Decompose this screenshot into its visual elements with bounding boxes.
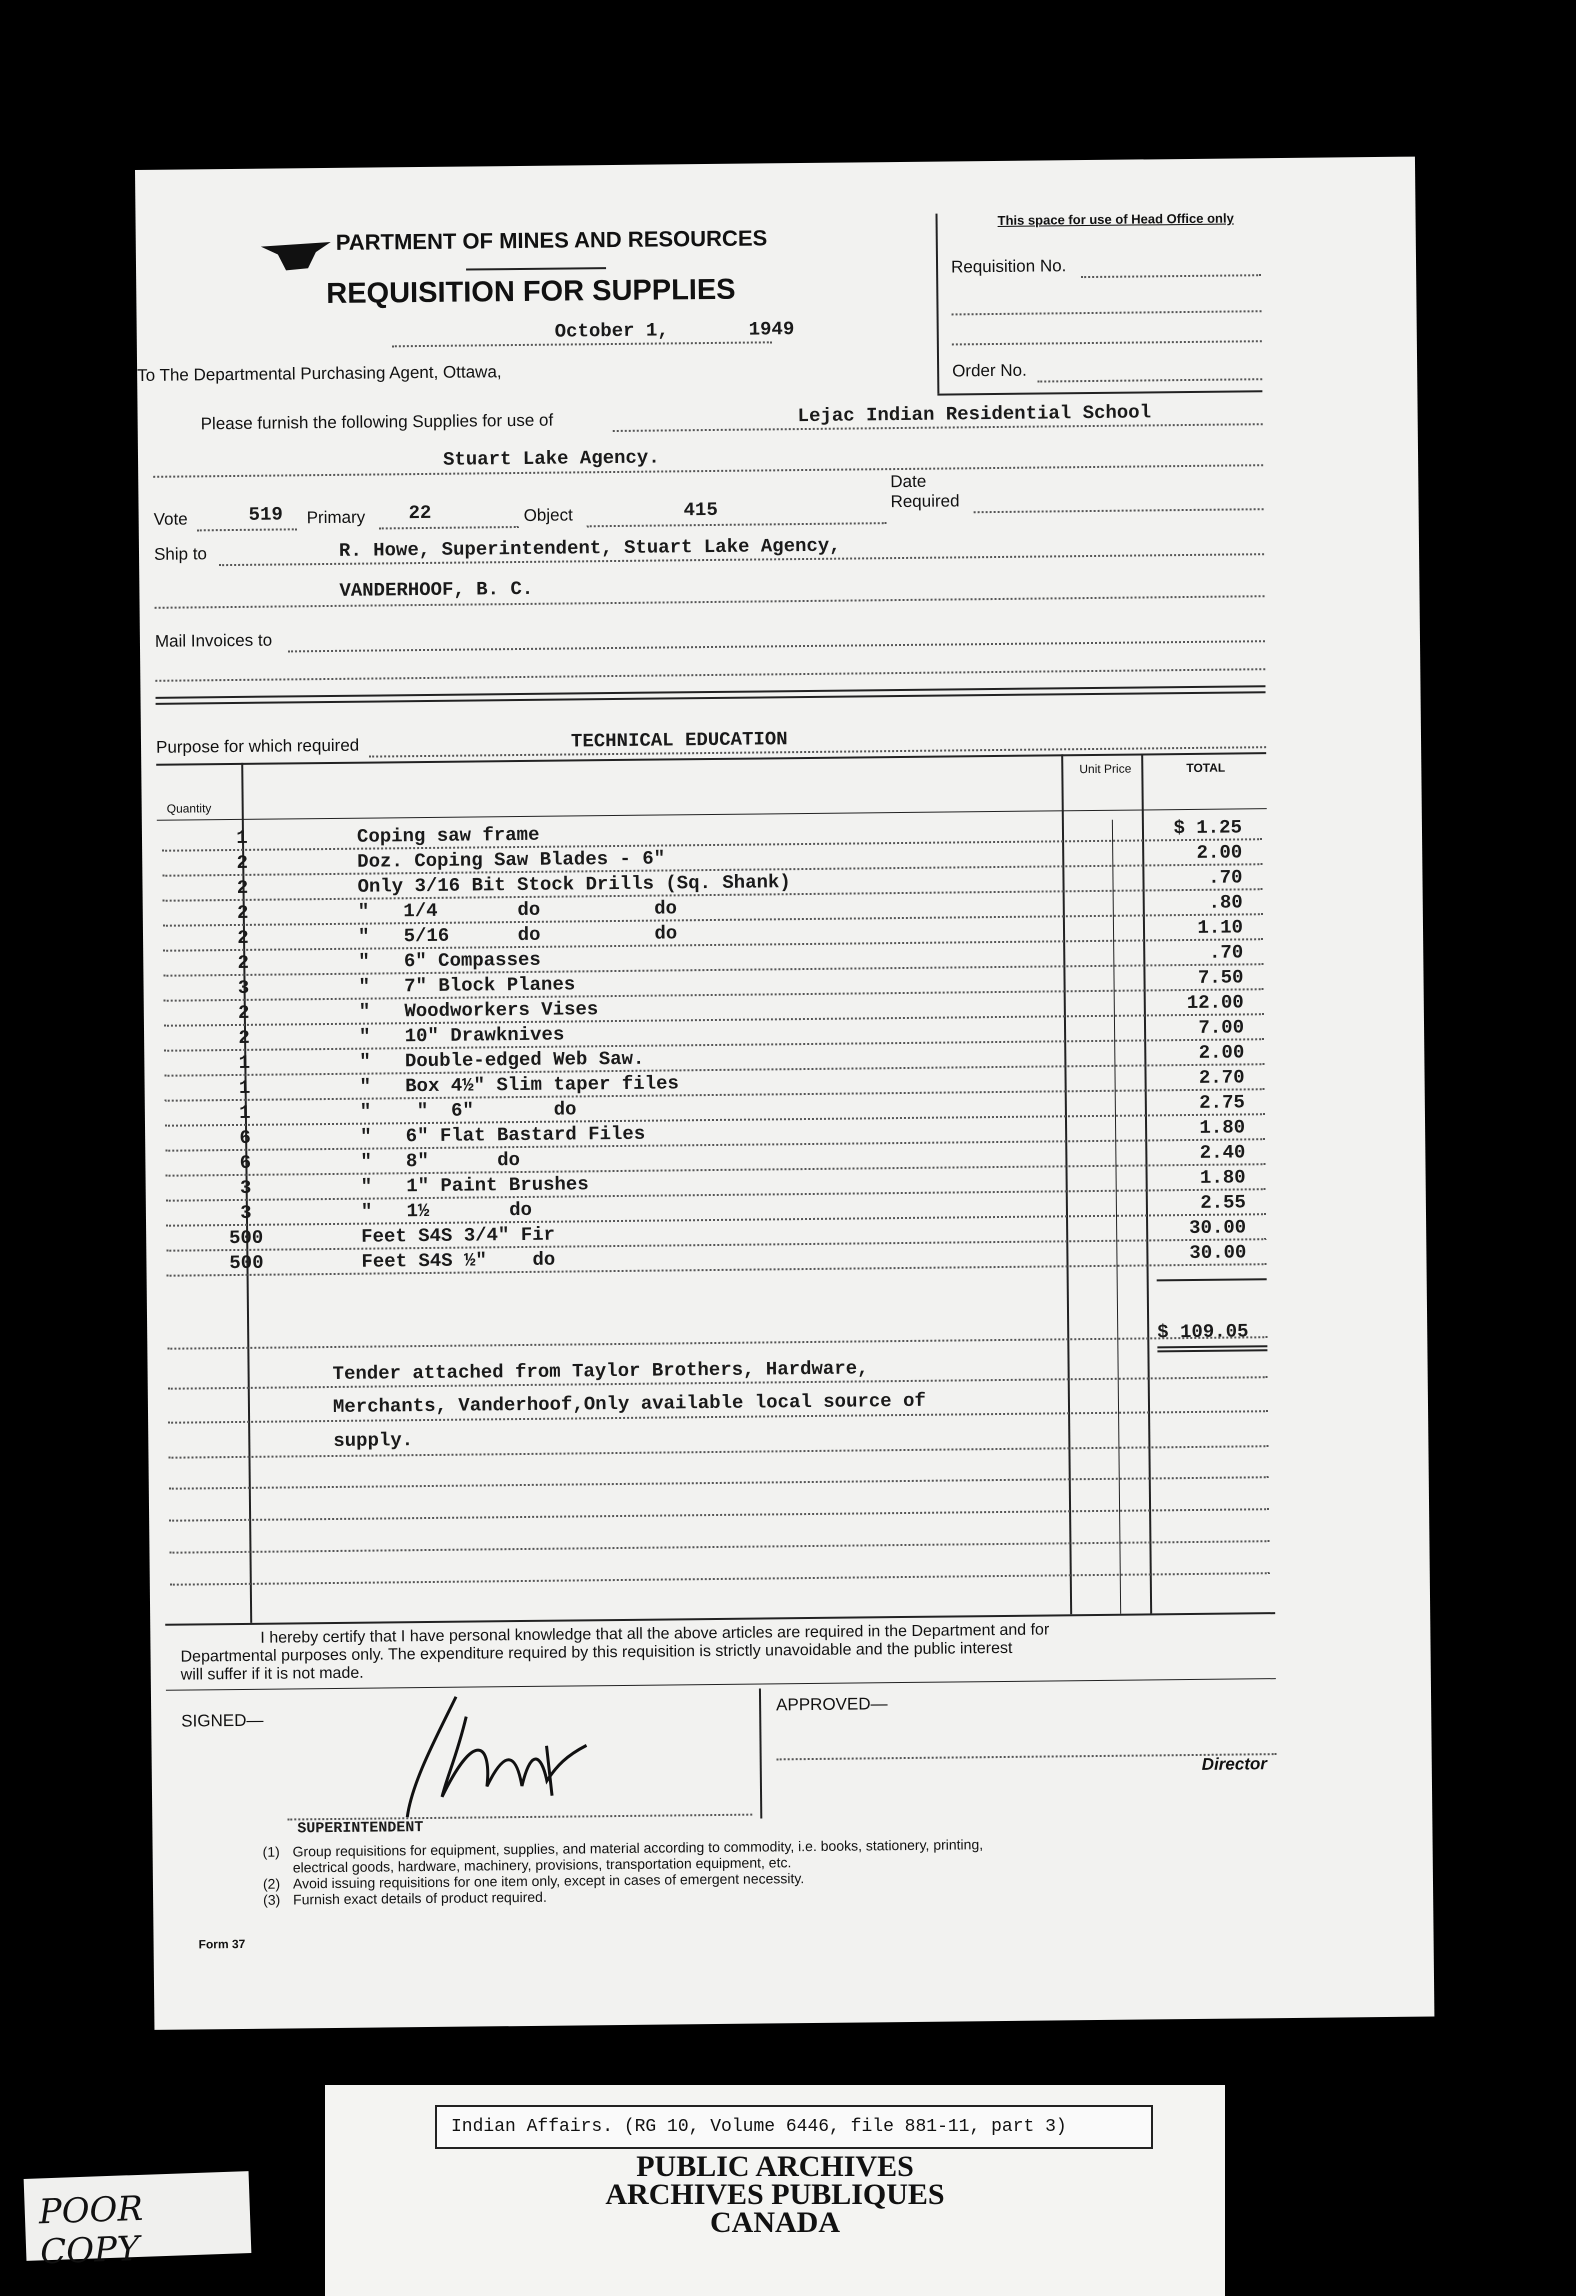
row-description: " 5/16 do do bbox=[357, 922, 678, 948]
requisition-no-label: Requisition No. bbox=[950, 256, 1067, 277]
note-number: (2) bbox=[262, 1875, 281, 1892]
row-quantity: 500 bbox=[228, 1226, 264, 1250]
row-quantity: 2 bbox=[237, 951, 250, 974]
row-description: Feet S4S 3/4" Fir bbox=[361, 1223, 556, 1248]
row-total: 2.40 bbox=[1199, 1141, 1246, 1164]
row-total: 7.50 bbox=[1197, 966, 1244, 989]
poor-copy-stamp bbox=[24, 2171, 252, 2273]
archive-line-1: PUBLIC ARCHIVES bbox=[636, 2150, 914, 2183]
order-no-label: Order No. bbox=[952, 360, 1027, 381]
total-header: TOTAL bbox=[1186, 760, 1226, 776]
form-number: Form 37 bbox=[198, 1936, 246, 1952]
note-number: (1) bbox=[262, 1843, 280, 1860]
row-quantity: 3 bbox=[239, 1176, 252, 1199]
row-description: " 1" Paint Brushes bbox=[360, 1173, 589, 1198]
row-quantity: 2 bbox=[238, 1001, 250, 1024]
row-description: " 1/4 do do bbox=[357, 897, 678, 923]
archive-line-2: ARCHIVES PUBLIQUES bbox=[605, 2178, 945, 2211]
row-quantity: 3 bbox=[237, 976, 250, 999]
signature-icon bbox=[316, 1685, 647, 1828]
primary-label: Primary bbox=[306, 507, 366, 528]
date-required-label-2: Required bbox=[890, 491, 960, 512]
quantity-header: Quantity bbox=[166, 801, 212, 816]
row-description: " " 6" do bbox=[359, 1098, 577, 1123]
row-total: 7.00 bbox=[1198, 1016, 1245, 1039]
row-quantity: 3 bbox=[240, 1201, 252, 1224]
row-quantity: 2 bbox=[237, 926, 249, 949]
row-total: 1.80 bbox=[1199, 1116, 1246, 1139]
row-quantity: 6 bbox=[239, 1151, 252, 1174]
row-quantity: 1 bbox=[238, 1051, 251, 1074]
row-total: 1.80 bbox=[1199, 1166, 1246, 1189]
row-description: Doz. Coping Saw Blades - 6" bbox=[357, 847, 666, 873]
row-description: " Double-edged Web Saw. bbox=[359, 1047, 645, 1073]
vote-label: Vote bbox=[153, 509, 188, 529]
row-description: " Woodworkers Vises bbox=[358, 998, 599, 1023]
row-quantity: 2 bbox=[236, 901, 249, 924]
row-quantity: 1 bbox=[239, 1101, 251, 1124]
grand-total: $ 109.05 bbox=[1157, 1320, 1249, 1344]
archive-stamp bbox=[325, 2085, 1225, 2296]
row-quantity: 1 bbox=[236, 826, 248, 849]
superintendent-label: SUPERINTENDENT bbox=[297, 1819, 424, 1838]
form-title: REQUISITION FOR SUPPLIES bbox=[326, 273, 736, 311]
approved-label: APPROVED— bbox=[776, 1694, 888, 1715]
note-number: (3) bbox=[263, 1891, 281, 1908]
row-description: " 1½ do bbox=[360, 1198, 533, 1223]
unit-price-header: Unit Price bbox=[1079, 761, 1132, 777]
ship-to-value: R. Howe, Superintendent, Stuart Lake Agency, bbox=[338, 534, 841, 562]
row-description: " 7" Block Planes bbox=[358, 973, 576, 998]
poor-copy-label: POOR COPY bbox=[38, 2188, 144, 2273]
archive-reference: Indian Affairs. (RG 10, Volume 6446, file 881-11, part 3) bbox=[435, 2105, 1153, 2149]
row-total: 30.00 bbox=[1189, 1216, 1247, 1240]
furnish-value: Lejac Indian Residential School bbox=[797, 401, 1152, 428]
row-total: 30.00 bbox=[1189, 1241, 1247, 1265]
furnish-label: Please furnish the following Supplies for use of bbox=[200, 410, 554, 434]
row-total: 2.75 bbox=[1199, 1091, 1245, 1114]
purpose-label: Purpose for which required bbox=[155, 735, 360, 757]
to-line: To The Departmental Purchasing Agent, Ottawa, bbox=[137, 362, 502, 385]
note-text: Furnish exact details of product required. bbox=[293, 1888, 547, 1908]
year-value: 1949 bbox=[748, 318, 795, 341]
object-value: 415 bbox=[683, 498, 718, 522]
certification-line-3: will suffer if it is not made. bbox=[180, 1664, 364, 1684]
row-total: $ 1.25 bbox=[1173, 816, 1243, 840]
certification-line-2: Departmental purposes only. The expenditure required by this requisition is strictly unavoidable and the public interest bbox=[180, 1639, 1013, 1666]
row-quantity: 6 bbox=[239, 1126, 251, 1149]
director-label: Director bbox=[1201, 1754, 1268, 1774]
row-description: " 8" do bbox=[360, 1149, 521, 1173]
row-description: Feet S4S ½" do bbox=[361, 1248, 556, 1273]
department-name: PARTMENT OF MINES AND RESOURCES bbox=[335, 225, 768, 255]
row-quantity: 2 bbox=[236, 876, 249, 899]
purpose-value: TECHNICAL EDUCATION bbox=[570, 728, 788, 753]
tender-note-1: Tender attached from Taylor Brothers, Hardware, bbox=[332, 1357, 869, 1385]
archive-line-3: CANADA bbox=[710, 2206, 840, 2239]
date-value: October 1, bbox=[554, 319, 669, 343]
row-quantity: 500 bbox=[229, 1251, 264, 1275]
tender-note-3: supply. bbox=[333, 1429, 414, 1452]
row-description: Coping saw frame bbox=[356, 823, 540, 848]
date-required-label: Date bbox=[890, 471, 927, 492]
furnish-value-2: Stuart Lake Agency. bbox=[442, 446, 660, 471]
divider bbox=[466, 267, 606, 270]
row-total: .70 bbox=[1208, 866, 1243, 889]
row-quantity: 2 bbox=[236, 851, 249, 874]
row-total: .80 bbox=[1208, 891, 1243, 914]
note-text: Group requisitions for equipment, supplies, and material according to commodity, i.e. books, stationery, printing, bbox=[292, 1836, 984, 1860]
note-line bbox=[263, 1889, 547, 1908]
ship-to-label: Ship to bbox=[153, 544, 208, 564]
row-quantity: 1 bbox=[238, 1076, 251, 1099]
primary-value: 22 bbox=[408, 501, 432, 525]
row-description: " Box 4½" Slim taper files bbox=[359, 1072, 679, 1098]
row-description: " 10" Drawknives bbox=[358, 1023, 565, 1048]
ship-to-value-2: VANDERHOOF, B. C. bbox=[339, 577, 534, 602]
instruction-notes bbox=[263, 1833, 1274, 1914]
row-total: 1.10 bbox=[1197, 916, 1244, 939]
row-quantity: 2 bbox=[238, 1026, 250, 1049]
row-total: 2.00 bbox=[1198, 1041, 1245, 1064]
vote-value: 519 bbox=[248, 503, 283, 526]
row-total: .70 bbox=[1208, 941, 1244, 964]
crest-icon bbox=[256, 228, 336, 274]
row-total: 2.55 bbox=[1200, 1191, 1246, 1214]
row-description: " 6" Compasses bbox=[358, 948, 541, 973]
row-total: 2.00 bbox=[1196, 841, 1243, 864]
object-label: Object bbox=[523, 505, 573, 525]
row-total: 12.00 bbox=[1186, 991, 1244, 1015]
row-description: " 6" Flat Bastard Files bbox=[360, 1122, 646, 1148]
mail-invoices-label: Mail Invoices to bbox=[154, 630, 273, 651]
requisition-form bbox=[135, 157, 1434, 2030]
signed-label: SIGNED— bbox=[181, 1710, 264, 1731]
note-text: Avoid issuing requisitions for one item only, except in cases of emergent necessity. bbox=[292, 1870, 805, 1892]
head-office-title: This space for use of Head Office only bbox=[997, 210, 1234, 228]
item-rows bbox=[142, 816, 1267, 1288]
certification-line-1: I hereby certify that I have personal knowledge that all the above articles are required in the Department and for bbox=[260, 1621, 1050, 1647]
note-text: electrical goods, hardware, machinery, provisions, transportation equipment, etc. bbox=[292, 1854, 792, 1876]
row-description: Only 3/16 Bit Stock Drills (Sq. Shank) bbox=[357, 871, 791, 898]
row-total: 2.70 bbox=[1198, 1066, 1245, 1089]
tender-note-2: Merchants, Vanderhoof,Only available local source of bbox=[332, 1389, 926, 1418]
